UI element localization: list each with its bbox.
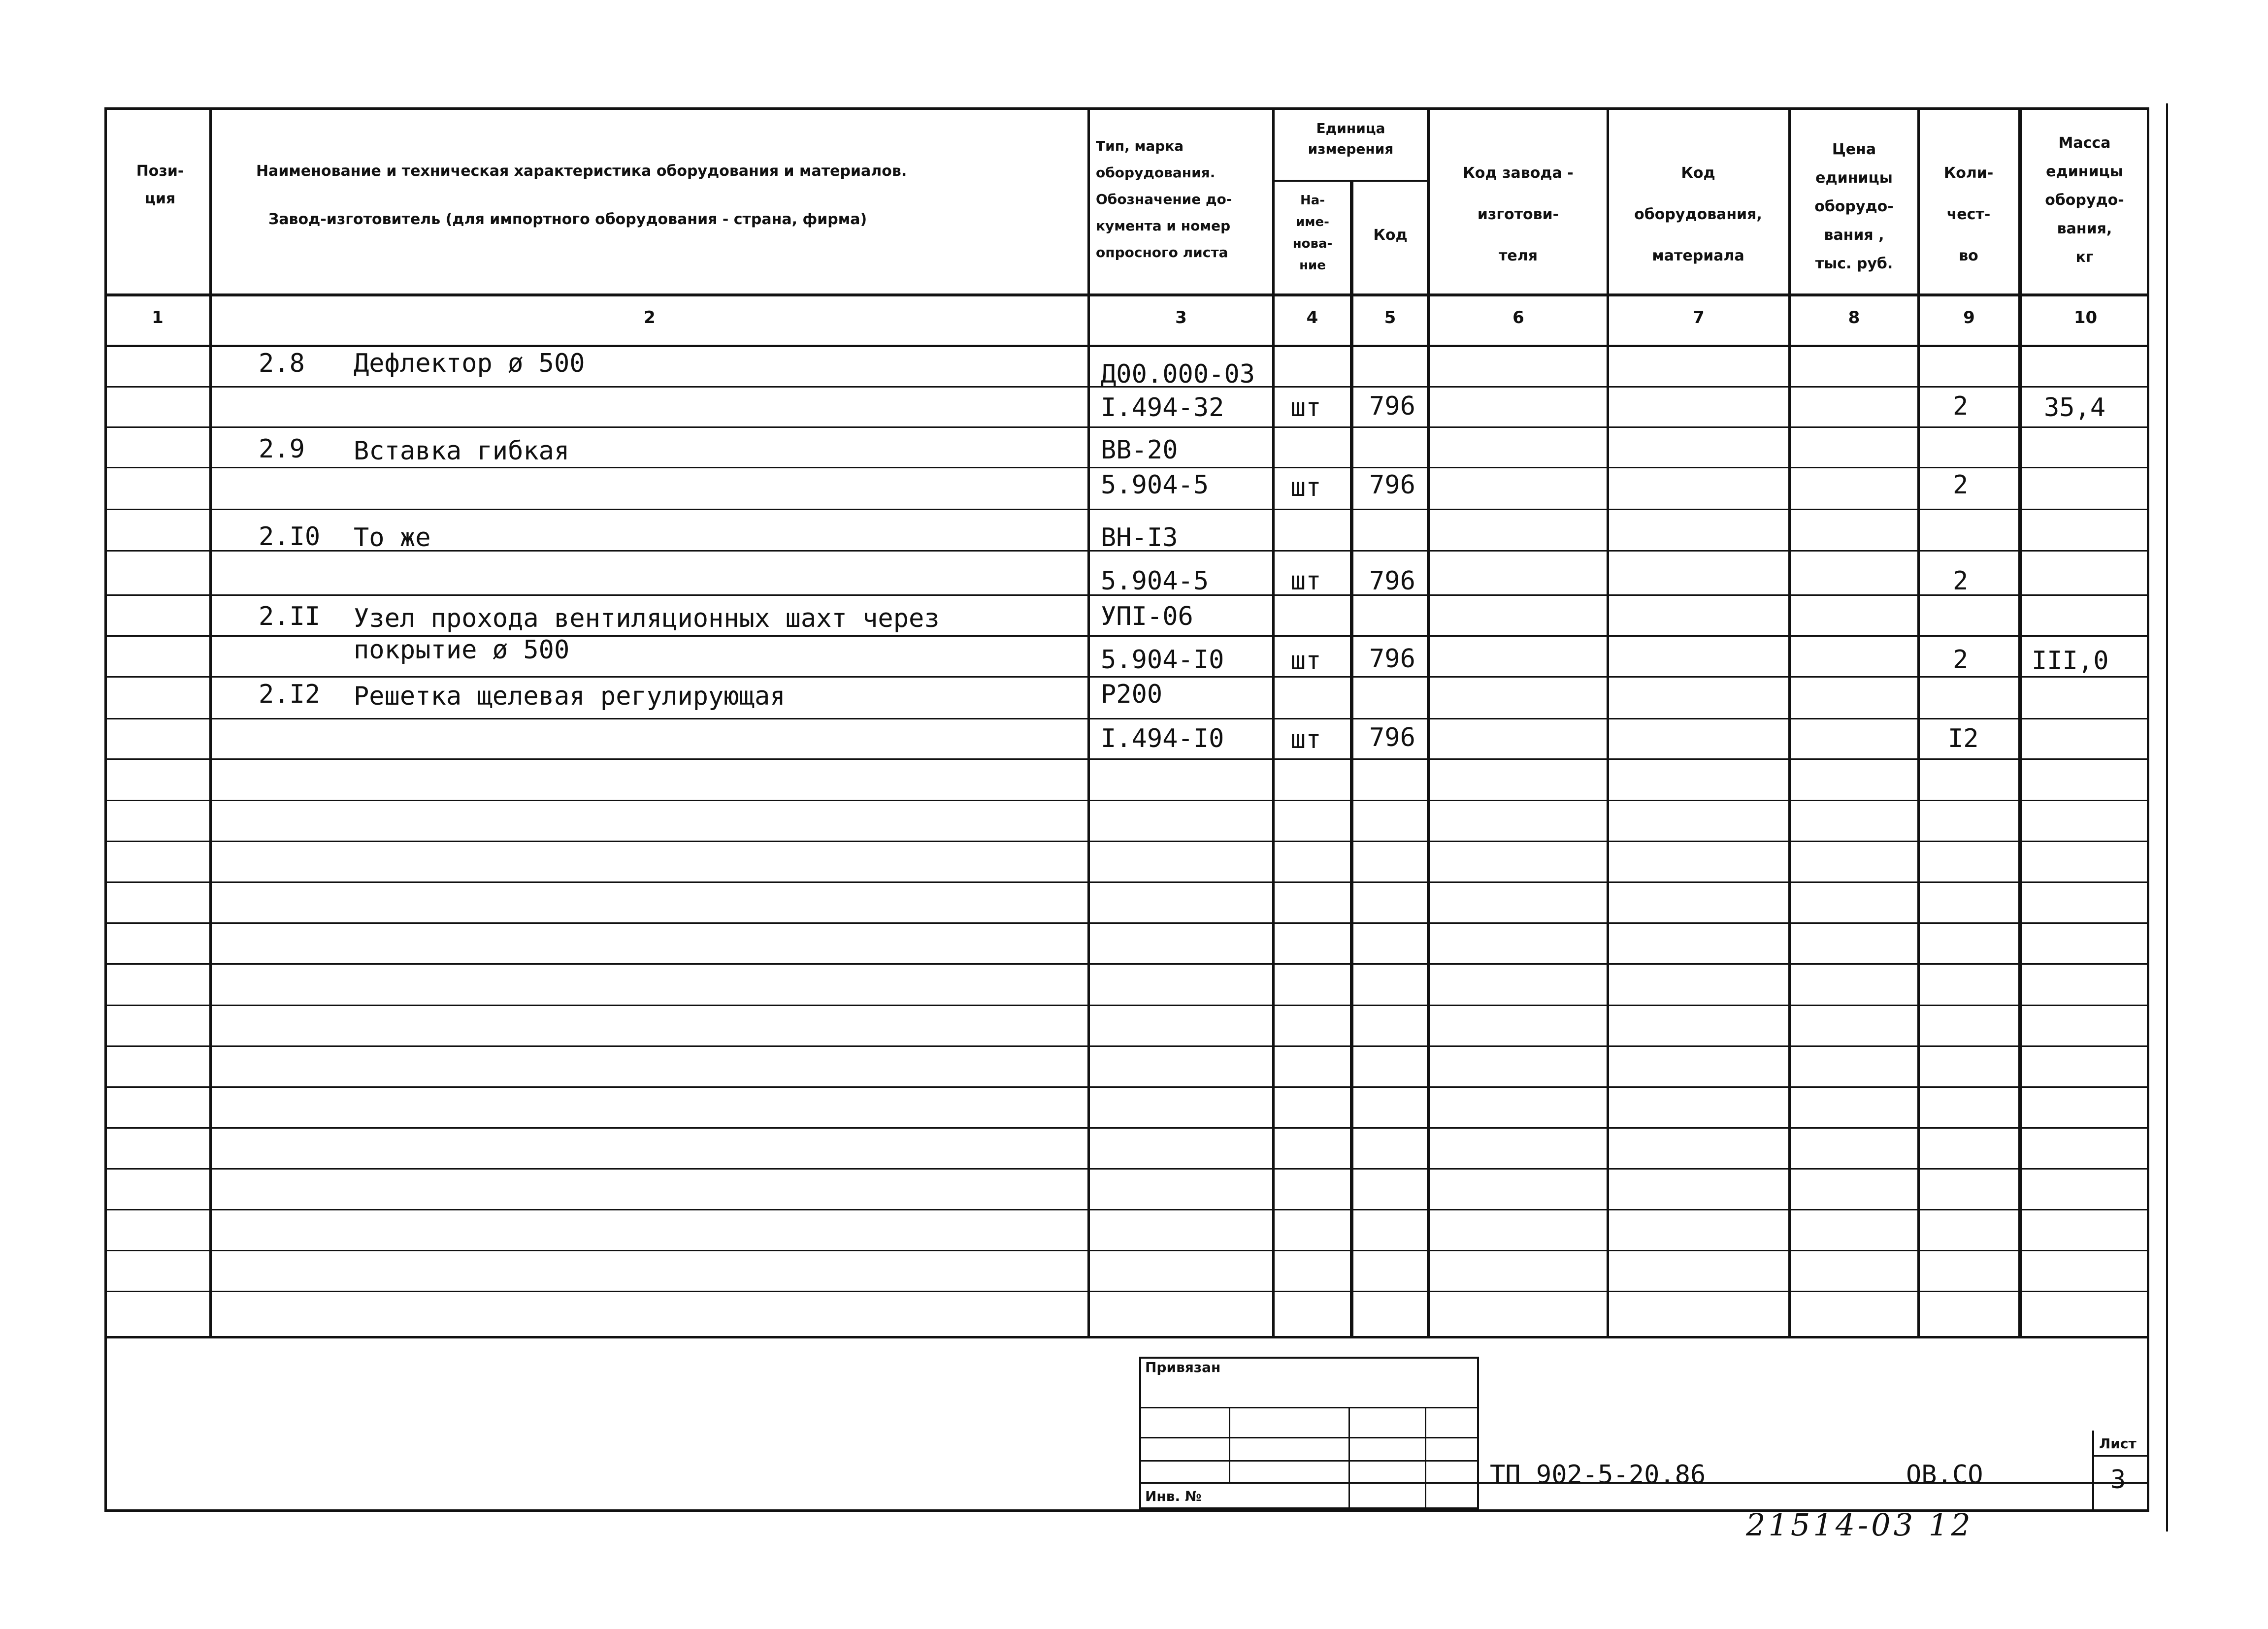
row-name: То же <box>354 523 431 553</box>
colnum-3: 3 <box>1175 308 1187 327</box>
row-unit: шт <box>1290 646 1321 676</box>
colnum-1: 1 <box>152 308 164 327</box>
header-equipment-code: Код оборудования, материала <box>1634 164 1762 264</box>
row-unit: шт <box>1290 393 1321 423</box>
row-type: Д00.000-03 <box>1101 359 1255 389</box>
colnum-10: 10 <box>2073 308 2098 327</box>
row-code: 796 <box>1369 566 1415 596</box>
row-name: Узел прохода вентиляционных шахт через <box>354 604 940 633</box>
header-type: Тип, марка оборудования. Обозначение до- кумента и номер опросного листа <box>1096 138 1232 261</box>
colnum-5: 5 <box>1384 308 1396 327</box>
header-position: Пози- ция <box>136 163 184 207</box>
row-type: 5.904-5 <box>1101 566 1209 596</box>
sheet-code: ОВ.СО <box>1906 1460 1983 1490</box>
row-type: УПI-06 <box>1101 602 1193 631</box>
document-code: ТП 902-5-20.86 <box>1490 1460 1706 1490</box>
colnum-7: 7 <box>1693 308 1705 327</box>
header-unit: Единица измерения <box>1308 120 1394 157</box>
row-position: 2.9 <box>259 434 305 464</box>
stamp-privyazan: Привязан <box>1145 1359 1221 1375</box>
row-code: 796 <box>1369 470 1415 500</box>
header-unit-name: На- име- нова- ние <box>1292 193 1333 273</box>
row-name: покрытие ø 500 <box>354 635 570 665</box>
row-position: 2.8 <box>259 349 305 378</box>
row-code: 796 <box>1369 391 1415 421</box>
colnum-4: 4 <box>1306 308 1318 327</box>
colnum-9: 9 <box>1963 308 1975 327</box>
row-type: ВН-I3 <box>1101 523 1178 553</box>
colnum-2: 2 <box>644 308 656 327</box>
colnum-6: 6 <box>1512 308 1524 327</box>
stamp-inventory-number: Инв. № <box>1145 1488 1202 1504</box>
row-type: I.494-32 <box>1101 393 1224 423</box>
row-type: 5.904-I0 <box>1101 645 1224 675</box>
row-unit: шт <box>1290 566 1321 596</box>
row-position: 2.II <box>259 602 321 631</box>
row-mass: 35,4 <box>2044 393 2106 423</box>
row-unit: шт <box>1290 725 1321 754</box>
row-position: 2.I0 <box>259 522 321 552</box>
sheet-number: 3 <box>2110 1465 2126 1495</box>
row-qty: I2 <box>1948 724 1979 753</box>
row-qty: 2 <box>1953 645 1969 675</box>
colnum-8: 8 <box>1848 308 1860 327</box>
row-qty: 2 <box>1953 391 1969 421</box>
row-type: 5.904-5 <box>1101 470 1209 500</box>
row-type: I.494-I0 <box>1101 724 1224 753</box>
row-type: ВВ-20 <box>1101 435 1178 465</box>
row-code: 796 <box>1369 723 1415 752</box>
title-block-frame <box>104 1330 2149 1512</box>
row-position: 2.I2 <box>259 680 321 709</box>
row-mass: III,0 <box>2032 646 2109 676</box>
header-name-line1: Наименование и техническая характеристика оборудования и материалов. <box>256 163 907 180</box>
row-name: Дефлектор ø 500 <box>354 349 585 378</box>
row-qty: 2 <box>1953 470 1969 500</box>
archive-number: 21514-03 12 <box>1746 1507 1973 1543</box>
row-name: Вставка гибкая <box>354 436 570 466</box>
right-edge-line <box>2166 103 2168 1531</box>
row-unit: шт <box>1290 473 1321 502</box>
header-price: Цена единицы оборудо- вания , тыс. руб. <box>1814 141 1894 272</box>
row-qty: 2 <box>1953 566 1969 596</box>
row-type: Р200 <box>1101 680 1163 709</box>
sheet-label: Лист <box>2099 1435 2137 1452</box>
header-mass: Масса единицы оборудо- вания, кг <box>2045 134 2124 266</box>
row-code: 796 <box>1369 644 1415 674</box>
header-quantity: Коли- чест- во <box>1943 164 1994 264</box>
spec-table-frame <box>104 107 2149 1338</box>
row-name: Решетка щелевая регулирующая <box>354 682 786 711</box>
header-factory-code: Код завода - изготови- теля <box>1463 164 1574 264</box>
header-name-line2: Завод-изготовитель (для импортного оборудования - страна, фирма) <box>268 211 867 228</box>
header-unit-code: Код <box>1373 227 1408 244</box>
